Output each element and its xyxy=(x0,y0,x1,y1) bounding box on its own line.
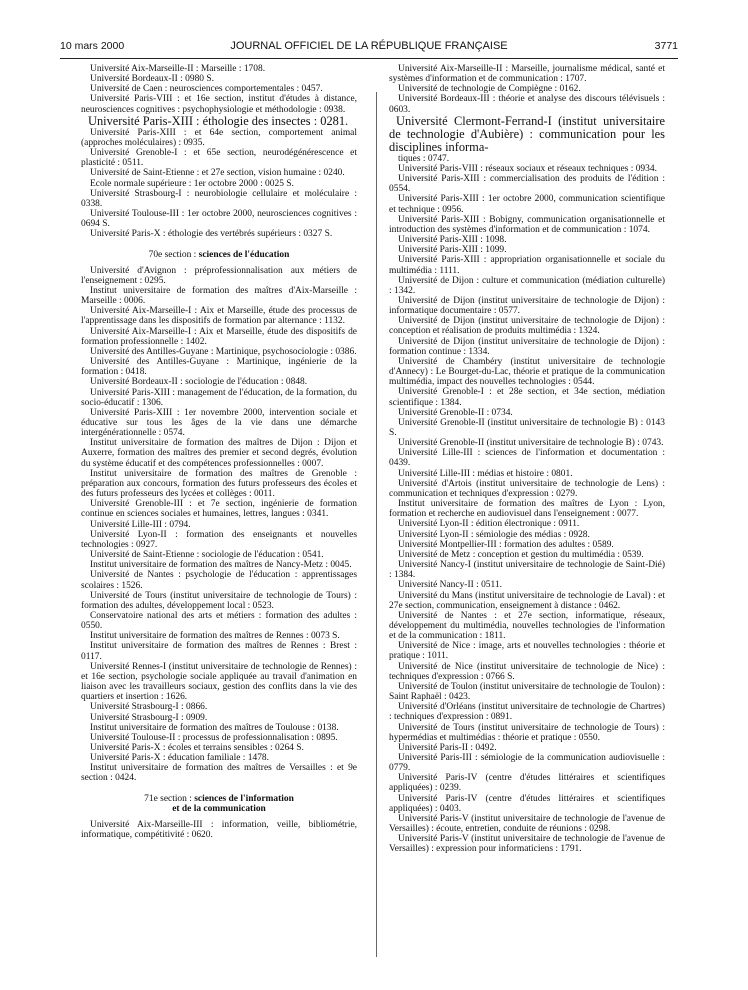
list-entry: Université de Tours (institut universitaire de technologie de Tours) : hypermédias et multimédias : théorie et pratique : 0550. xyxy=(389,722,665,743)
list-entry: Université de Nantes : psychologie de l'éducation : apprentissages scolaires : 1526. xyxy=(81,570,357,591)
column-divider xyxy=(376,92,377,957)
list-entry: Université Paris-XIII : commercialisation des produits de l'édition : 0554. xyxy=(389,174,665,195)
list-entry: Université Grenoble-II (institut universitaire de technologie B) : 0743. xyxy=(398,438,664,449)
list-entry: Université Paris-XIII : 1099. xyxy=(398,245,507,256)
list-entry: Université Grenoble-II : 0734. xyxy=(398,407,513,418)
list-entry: Université Lille-III : médias et histoire : 0801. xyxy=(398,468,573,479)
list-entry: Université de Metz : conception et gestion du multimédia : 0539. xyxy=(398,549,644,560)
list-entry: Université du Mans (institut universitaire de technologie de Laval) : et 27e section, communication, enseignement à distance : 0462. xyxy=(389,590,665,611)
list-entry: Université Paris-XIII : appropriation organisationnelle et sociale du multimédia : 1111. xyxy=(389,255,665,276)
right-column xyxy=(389,64,665,855)
list-entry: Université de Chambéry (institut universitaire de technologie d'Annecy) : Le Bourget-du-Lac, théorie et pratique de la communication multimédia, impact des nouvelles technologies : 0544. xyxy=(389,356,665,388)
page-number: 3771 xyxy=(654,40,678,52)
list-entry: Université de Dijon (institut universitaire de technologie de Dijon) : conception et réalisation de produits multimédia : 1324. xyxy=(389,316,665,337)
list-entry: Université Lyon-II : sémiologie des médias : 0928. xyxy=(398,529,590,540)
section-70-name: sciences de l'éducation xyxy=(198,249,290,260)
left-entries-c xyxy=(81,266,357,784)
list-entry: Université de Nice : image, arts et nouvelles technologies : théorie et pratique : 1011. xyxy=(389,641,665,662)
list-entry: Institut universitaire de formation des maîtres de Dijon : Dijon et Auxerre, formation des maîtres des premier et second degrés, évolution du système éducatif et des compétences professionnelles : 0007. xyxy=(81,438,357,469)
list-entry: Ecole normale supérieure : 1er octobre 2000 : 0025 S. xyxy=(90,178,294,189)
section-71-number: 71e section : xyxy=(144,793,192,804)
list-entry: Université Paris-II : 0492. xyxy=(398,742,497,753)
list-entry: Université Paris-XIII : 1098. xyxy=(398,235,507,246)
header-date: 10 mars 2000 xyxy=(60,40,125,52)
left-column xyxy=(81,64,357,840)
list-entry: Université Lille-III : 0794. xyxy=(90,519,191,530)
list-entry: Université d'Orléans (institut universitaire de technologie de Chartres) : techniques d'expression : 0891. xyxy=(389,702,665,723)
entry-continuation-right: tiques : 0747. xyxy=(398,153,450,164)
list-entry: Université Aix-Marseille-II : Marseille : 1708. xyxy=(90,64,266,74)
list-entry: Institut universitaire de formation des maîtres de Lyon : Lyon, formation et recherche en audiovisuel dans l'enseignement : 0077. xyxy=(389,499,665,520)
list-entry: Université de Tours (institut universitaire de technologie de Tours) : formation des adultes, développement local : 0523. xyxy=(81,590,357,611)
list-entry: Université Paris-XIII : management de l'éducation, de la formation, du socio-éducatif : 1306. xyxy=(81,387,357,408)
list-entry: Université Paris-X : éthologie des vertébrés supérieurs : 0327 S. xyxy=(90,229,333,240)
list-entry: Université Paris-VIII : réseaux sociaux et réseaux techniques : 0934. xyxy=(398,163,657,174)
list-entry: Université Paris-V (institut universitaire de technologie de l'avenue de Versailles) : expression pour informaticiens : 1791. xyxy=(389,834,665,855)
list-entry: Université Paris-VIII : et 16e section, institut d'études à distance, neurosciences cognitives : psychophysiologie et méthodologie : 0938. xyxy=(81,94,357,115)
list-entry: Institut universitaire de formation des maîtres de Toulouse : 0138. xyxy=(90,722,339,733)
list-entry: Université Grenoble-I : et 65e section, neurodégénérescence et plasticité : 0511. xyxy=(81,148,357,169)
list-entry: Université Paris-X : éducation familiale : 1478. xyxy=(90,753,270,764)
list-entry: Université Grenoble-I : et 28e section, et 34e section, médiation scientifique : 1384. xyxy=(389,387,665,408)
right-entries-a xyxy=(389,64,665,115)
section-70-heading xyxy=(81,250,357,260)
list-entry: Université de Nice (institut universitaire de technologie de Nice) : techniques d'expression : 0766 S. xyxy=(389,661,665,682)
journal-title: JOURNAL OFFICIEL DE LA RÉPUBLIQUE FRANÇAISE xyxy=(230,40,508,52)
list-entry: Université de Dijon (institut universitaire de technologie de Dijon) : informatique documentaire : 0577. xyxy=(389,295,665,317)
list-entry: Université Strasbourg-I : 0909. xyxy=(90,712,208,723)
list-entry: Université Rennes-I (institut universitaire de technologie de Rennes) : et 16e section, psychologie sociale appliquée au travail d'animation en liaison avec les travailleurs sociaux, gestion des conflits dans la vie des quartiers et insertion : 1626. xyxy=(81,661,357,703)
right-entries-b xyxy=(389,164,665,855)
list-entry: Université d'Avignon : préprofessionnalisation aux métiers de l'enseignement : 0295. xyxy=(81,265,357,286)
list-entry: Université Nancy-II : 0511. xyxy=(398,580,502,591)
list-entry: Université Paris-X : écoles et terrains sensibles : 0264 S. xyxy=(90,743,304,753)
section-70-number: 70e section : xyxy=(148,249,197,260)
list-entry: Université de Dijon : culture et communication (médiation culturelle) : 1342. xyxy=(389,275,665,296)
list-entry: Université Strasbourg-I : neurobiologie cellulaire et moléculaire : 0338. xyxy=(81,188,357,209)
section-71-heading xyxy=(81,794,357,814)
highlighted-entry: Université Paris-XIII : éthologie des insectes : 0281. xyxy=(88,113,349,128)
list-entry: Université Lyon-II : formation des enseignants et nouvelles technologies : 0927. xyxy=(81,529,357,550)
section-71-name-line1: sciences de l'information xyxy=(194,793,294,804)
list-entry: Institut universitaire de formation des maîtres d'Aix-Marseille : Marseille : 0006. xyxy=(81,285,357,307)
list-entry: Institut universitaire de formation des maîtres de Rennes : 0073 S. xyxy=(90,631,340,642)
list-entry: Institut universitaire de formation des maîtres de Versailles : et 9e section : 0424. xyxy=(81,763,357,784)
highlighted-entry-right: Université Clermont-Ferrand-I (institut universitaire de technologie d'Aubière) : communication pour les disciplines informa- xyxy=(389,113,665,154)
list-entry: Université Lyon-II : édition électronique : 0911. xyxy=(398,519,580,530)
list-entry: Université Aix-Marseille-I : Aix et Marseille, étude des processus de l'apprentissage dans les dispositifs de formation par alternance : 1132. xyxy=(81,306,357,327)
list-entry: Université Grenoble-II (institut universitaire de technologie B) : 0143 S. xyxy=(389,417,665,438)
list-entry: Université Paris-XIII : 1er octobre 2000, communication scientifique et technique : 0956. xyxy=(389,194,665,215)
list-entry: Université de Dijon (institut universitaire de technologie de Dijon) : formation continue : 1334. xyxy=(389,336,665,357)
list-entry: Université Lille-III : sciences de l'information et documentation : 0439. xyxy=(389,448,665,469)
list-entry: Université des Antilles-Guyane : Martinique, ingénierie de la formation : 0418. xyxy=(81,357,357,378)
list-entry: Université de Toulon (institut universitaire de technologie de Toulon) : Saint Raphaël : 0423. xyxy=(389,681,665,703)
header-rule xyxy=(60,58,678,59)
list-entry: Université de Caen : neurosciences comportementales : 0457. xyxy=(90,84,323,95)
list-entry: Université de Nantes : et 27e section, informatique, réseaux, développement du multimédia, nouvelles technologies de l'information et de la communication : 1811. xyxy=(389,610,665,642)
page-header xyxy=(60,40,678,56)
list-entry: Université Toulouse-III : 1er octobre 2000, neurosciences cognitives : 0694 S. xyxy=(81,209,357,230)
list-entry: Université Paris-IV (centre d'études littéraires et scientifiques appliquées) : 0239. xyxy=(389,773,665,794)
list-entry: Université des Antilles-Guyane : Martinique, psychosociologie : 0386. xyxy=(90,346,357,357)
list-entry: Université Bordeaux-II : sociologie de l'éducation : 0848. xyxy=(90,377,308,388)
list-entry: Université Paris-XIII : Bobigny, communication organisationnelle et introduction des systèmes d'information et de communication : 1074. xyxy=(389,214,665,235)
left-entries-d xyxy=(81,820,357,840)
left-entries-a xyxy=(81,64,357,115)
left-entries-b xyxy=(81,148,357,239)
list-entry: Université Nancy-I (institut universitaire de technologie de Saint-Dié) : 1384. xyxy=(389,560,665,581)
list-entry: Université de technologie de Compiègne : 0162. xyxy=(398,84,581,95)
list-entry: Université Aix-Marseille-I : Aix et Marseille, étude des dispositifs de formation professionnelle : 1402. xyxy=(81,326,357,347)
list-entry: Conservatoire national des arts et métiers : formation des adultes : 0550. xyxy=(81,610,357,632)
list-entry: Université Bordeaux-II : 0980 S. xyxy=(90,74,214,85)
list-entry: Université Aix-Marseille-II : Marseille, journalisme médical, santé et systèmes d'information et de communication : 1707. xyxy=(389,64,665,85)
list-entry: Université Toulouse-II : processus de professionnalisation : 0895. xyxy=(90,732,338,743)
section-71-name-line2: et de la communication xyxy=(172,803,266,814)
list-entry: Université de Saint-Etienne : et 27e section, vision humaine : 0240. xyxy=(90,168,345,179)
list-entry: Université Bordeaux-III : théorie et analyse des discours télévisuels : 0603. xyxy=(389,94,665,115)
list-entry: Université de Saint-Etienne : sociologie de l'éducation : 0541. xyxy=(90,550,324,561)
list-entry: Institut universitaire de formation des maîtres de Nancy-Metz : 0045. xyxy=(90,560,352,571)
list-entry: Université Aix-Marseille-III : information, veille, bibliométrie, informatique, compétitivité : 0620. xyxy=(81,819,357,841)
list-entry: Institut universitaire de formation des maîtres de Rennes : Brest : 0117. xyxy=(81,641,357,662)
list-entry: Université Paris-III : sémiologie de la communication audiovisuelle : 0779. xyxy=(389,753,665,774)
list-entry: Université Montpellier-III : formation des adultes : 0589. xyxy=(398,539,614,550)
list-entry: Institut universitaire de formation des maîtres de Grenoble : préparation aux concours, formation des futurs professeurs des écoles et des futurs professeurs des lycées et collèges : 0011. xyxy=(81,468,357,500)
list-entry: Université Paris-V (institut universitaire de technologie de l'avenue de Versailles) : écoute, entretien, conduite de réunions : 0298. xyxy=(389,813,665,835)
list-entry: Université Paris-IV (centre d'études littéraires et scientifiques appliquées) : 0403. xyxy=(389,793,665,814)
list-entry: Université Grenoble-III : et 7e section, ingénierie de formation continue en sciences sociales et humaines, lettres, langues : 0341. xyxy=(81,499,357,520)
list-entry: Université Paris-XIII : 1er novembre 2000, intervention sociale et éducative sur tous les âges de la vie dans une démarche intergénérationnelle : 0574. xyxy=(81,407,357,439)
list-entry: Université Strasbourg-I : 0866. xyxy=(90,702,208,713)
entry-continuation: Université Paris-XIII : et 64e section, comportement animal (approches moléculaires) : 0935. xyxy=(81,127,357,148)
list-entry: Université d'Artois (institut universitaire de technologie de Lens) : communication et techniques d'expression : 0279. xyxy=(389,478,665,499)
